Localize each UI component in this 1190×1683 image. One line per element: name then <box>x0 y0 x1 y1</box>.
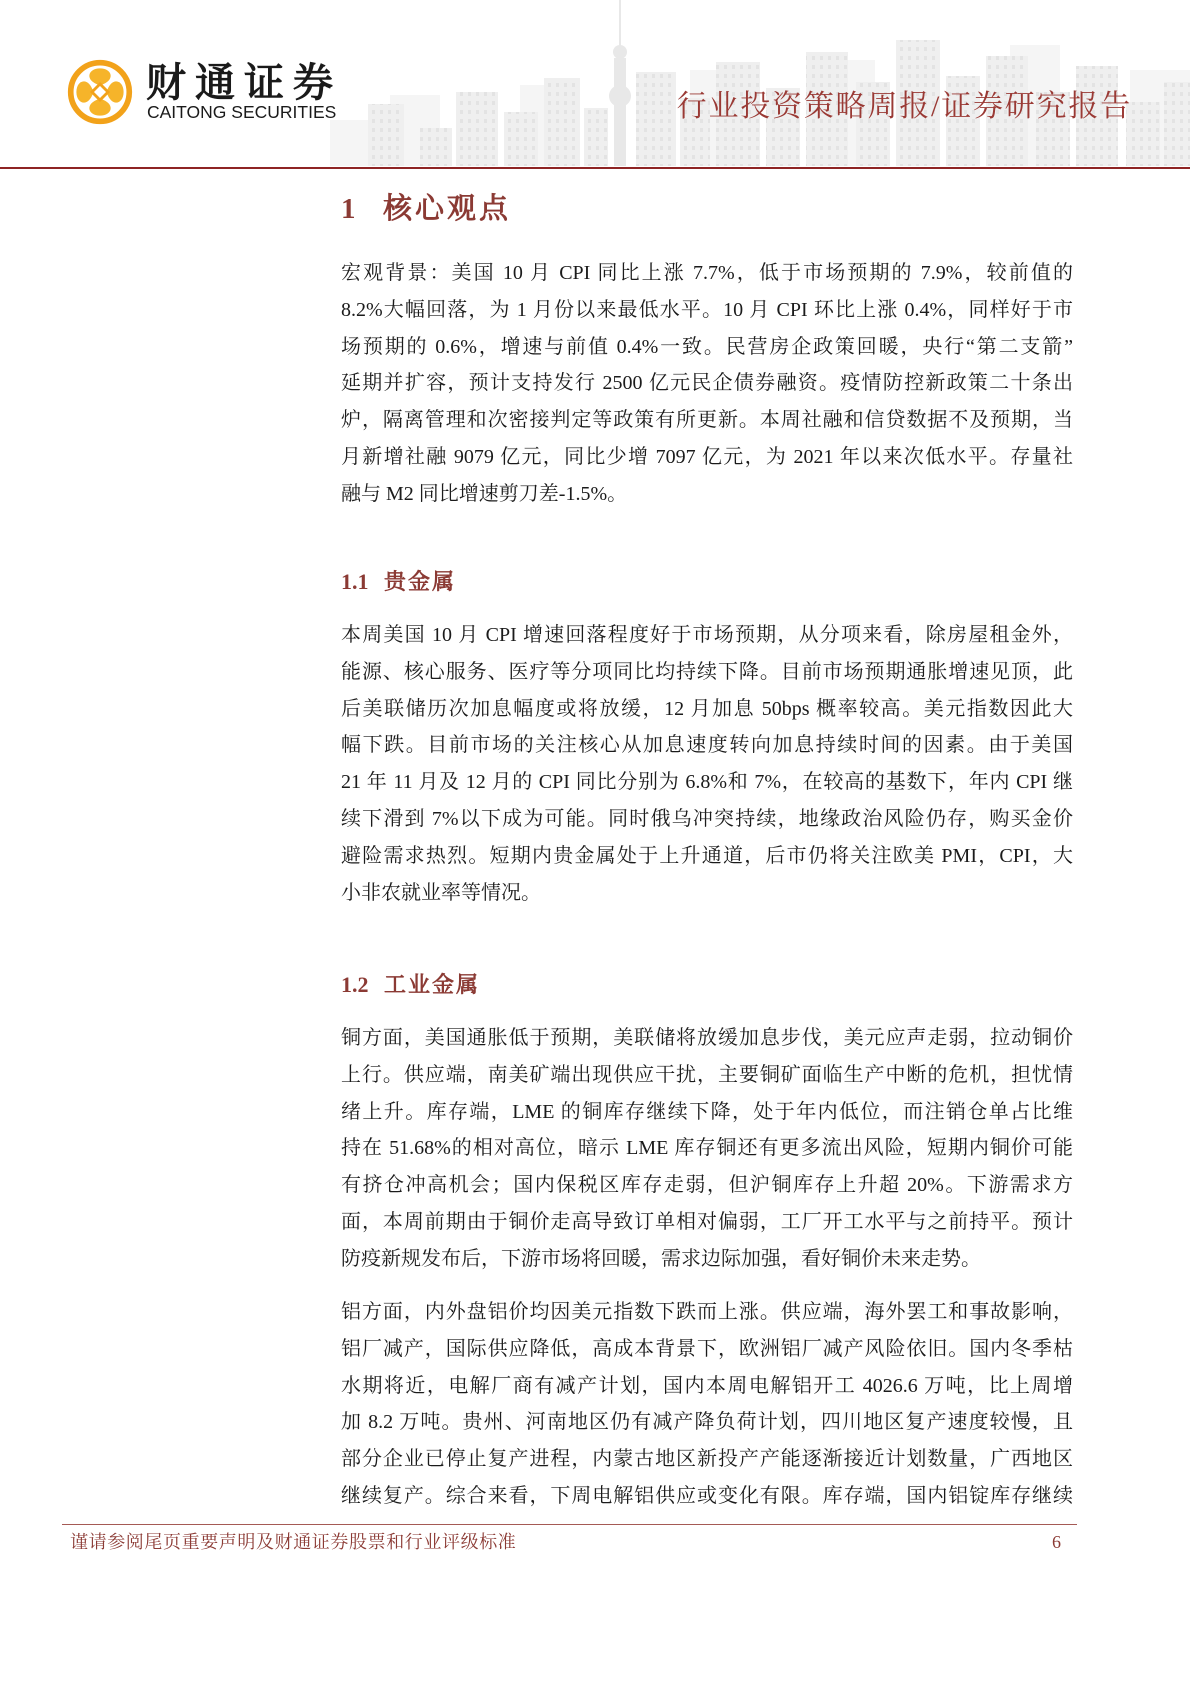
paragraph <box>341 617 1073 911</box>
paragraph-line: 部分企业已停止复产进程，内蒙古地区新投产产能逐渐接近计划数量，广西地区 <box>341 1448 1073 1471</box>
paragraph-line: 继续复产。综合来看，下周电解铝供应或变化有限。库存端，国内铝锭库存继续 <box>341 1484 1073 1507</box>
paragraph-line: 宏观背景：美国 10 月 CPI 同比上涨 7.7%，低于市场预期的 7.9%，较前值的 <box>341 262 1073 284</box>
paragraph-line: 炉，隔离管理和次密接判定等政策有所更新。本周社融和信贷数据不及预期，当 <box>341 409 1073 432</box>
footer-disclaimer: 谨请参阅尾页重要声明及财通证券股票和行业评级标准 <box>70 1532 517 1552</box>
section-title: 核心观点 <box>383 193 512 225</box>
paragraph <box>341 1294 1073 1515</box>
section-heading <box>341 191 511 227</box>
paragraph-line: 延期并扩容，预计支持发行 2500 亿元民企债券融资。疫情防控新政策二十条出 <box>341 372 1073 395</box>
paragraph-line: 21 年 11 月及 12 月的 CPI 同比分别为 6.8%和 7%，在较高的基数下，年内 CPI 继 <box>341 771 1073 794</box>
paragraph-line: 面，本周前期由于铜价走高导致订单相对偏弱，工厂开工水平与之前持平。预计 <box>341 1210 1073 1233</box>
footer-divider <box>62 1524 1077 1525</box>
paragraph-line: 续下滑到 7%以下成为可能。同时俄乌冲突持续，地缘政治风险仍存，购买金价 <box>341 807 1073 830</box>
page-number: 6 <box>1052 1532 1061 1552</box>
section-title: 工业金属 <box>384 972 481 997</box>
paragraph-line: 月新增社融 9079 亿元，同比少增 7097 亿元，为 2021 年以来次低水平。存量社 <box>341 445 1073 468</box>
paragraph <box>341 1020 1073 1278</box>
paragraph-line: 防疫新规发布后，下游市场将回暖，需求边际加强，看好铜价未来走势。 <box>341 1247 981 1270</box>
paragraph-line: 场预期的 0.6%，增速与前值 0.4%一致。民营房企政策回暖，央行“第二支箭” <box>341 335 1073 358</box>
paragraph-line: 加 8.2 万吨。贵州、河南地区仍有减产降负荷计划，四川地区复产速度较慢，且 <box>341 1411 1073 1434</box>
logo-english-name: CAITONG SECURITIES <box>147 102 337 122</box>
section-title: 贵金属 <box>384 569 457 594</box>
paragraph-line: 小非农就业率等情况。 <box>341 881 541 904</box>
paragraph-line: 水期将近，电解厂商有减产计划，国内本周电解铝开工 4026.6 万吨，比上周增 <box>341 1374 1073 1397</box>
paragraph-line: 幅下跌。目前市场的关注核心从加息速度转向加息持续时间的因素。由于美国 <box>341 734 1073 757</box>
paragraph-line: 上行。供应端，南美矿端出现供应干扰，主要铜矿面临生产中断的危机，担忧情 <box>341 1063 1073 1086</box>
skyline-illustration <box>330 0 1190 166</box>
paragraph-line: 有挤仓冲高机会；国内保税区库存走弱，但沪铜库存上升超 20%。下游需求方 <box>341 1174 1073 1197</box>
subsection-heading <box>341 567 456 597</box>
report-type-title: 行业投资策略周报/证券研究报告 <box>676 90 1132 123</box>
paragraph-line: 能源、核心服务、医疗等分项同比均持续下降。目前市场预期通胀增速见顶，此 <box>341 660 1073 683</box>
header-divider <box>0 167 1190 169</box>
paragraph-line: 融与 M2 同比增速剪刀差-1.5%。 <box>341 482 628 505</box>
section-number: 1.2 <box>341 972 369 997</box>
paragraph-line: 后美联储历次加息幅度或将放缓，12 月加息 50bps 概率较高。美元指数因此大 <box>341 697 1073 720</box>
paragraph-line: 持在 51.68%的相对高位，暗示 LME 库存铜还有更多流出风险，短期内铜价可能 <box>341 1137 1073 1160</box>
logo-chinese-name: 财通证券 <box>146 60 342 106</box>
paragraph-line: 避险需求热烈。短期内贵金属处于上升通道，后市仍将关注欧美 PMI，CPI，大 <box>341 844 1073 867</box>
paragraph-line: 本周美国 10 月 CPI 增速回落程度好于市场预期，从分项来看，除房屋租金外， <box>341 624 1073 646</box>
section-number: 1 <box>341 193 356 225</box>
paragraph <box>341 255 1073 513</box>
caitong-logo-icon <box>66 58 134 126</box>
subsection-heading <box>341 970 480 1000</box>
paragraph-line: 铝厂减产，国际供应降低，高成本背景下，欧洲铝厂减产风险依旧。国内冬季枯 <box>341 1337 1073 1360</box>
paragraph-line: 铝方面，内外盘铝价均因美元指数下跌而上涨。供应端，海外罢工和事故影响， <box>341 1301 1073 1323</box>
paragraph-line: 铜方面，美国通胀低于预期，美联储将放缓加息步伐，美元应声走弱，拉动铜价 <box>341 1027 1073 1049</box>
section-number: 1.1 <box>341 569 369 594</box>
paragraph-line: 绪上升。库存端，LME 的铜库存继续下降，处于年内低位，而注销仓单占比维 <box>341 1100 1073 1123</box>
paragraph-line: 8.2%大幅回落，为 1 月份以来最低水平。10 月 CPI 环比上涨 0.4%，同样好于市 <box>341 298 1073 321</box>
